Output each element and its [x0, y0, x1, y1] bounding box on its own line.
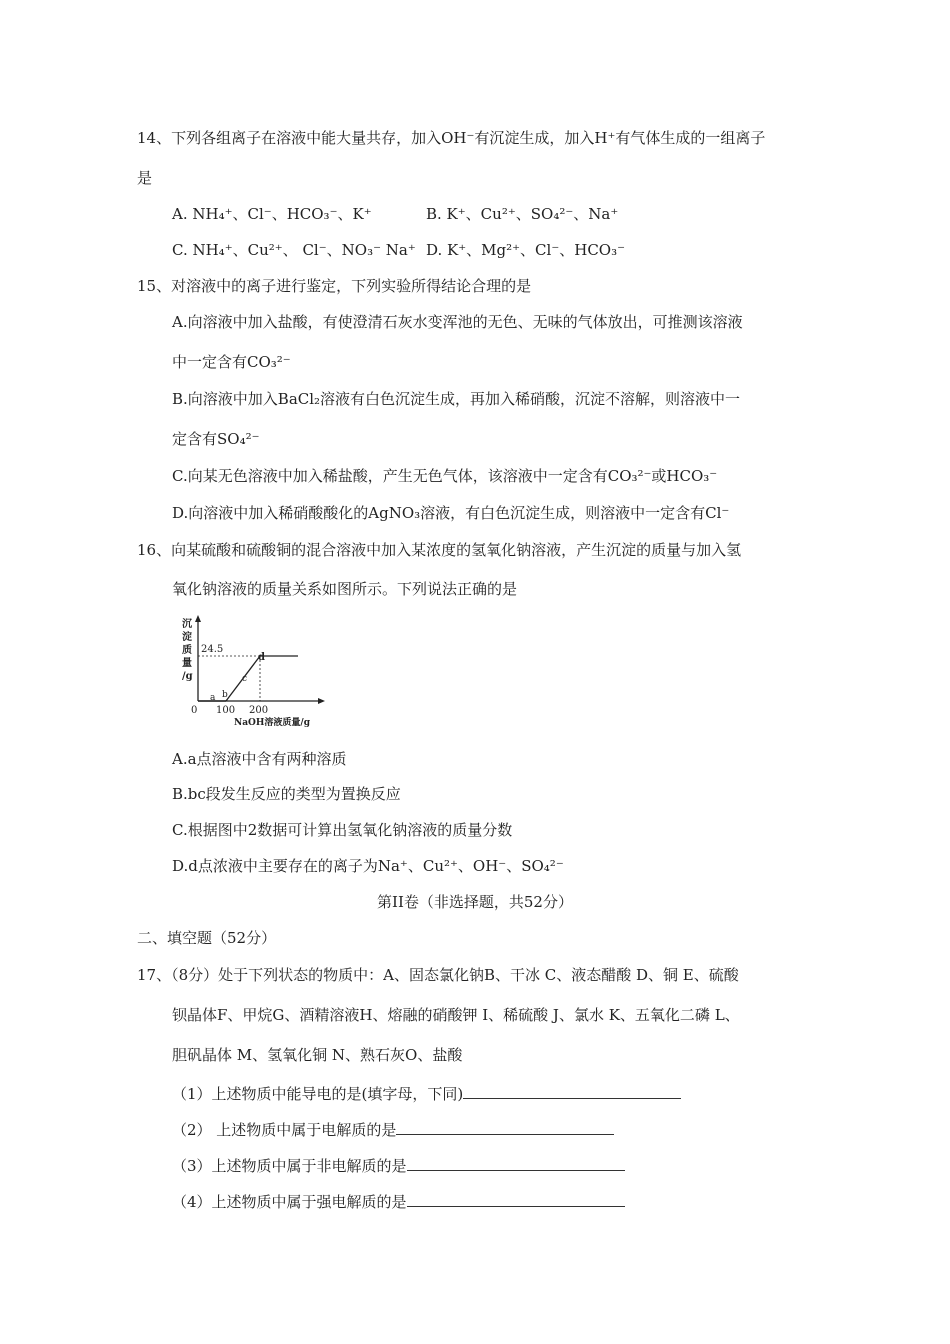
q17-stem-line-3: 胆矾晶体 M、氢氧化铜 N、熟石灰O、盐酸 [172, 1046, 463, 1064]
point-c-label: c [242, 674, 248, 684]
q15-option-c: C.向某无色溶液中加入稀盐酸，产生无色气体，该溶液中一定含有CO₃²⁻或HCO₃⁻ [172, 467, 718, 485]
y-axis-label-char-3: 质 [182, 645, 192, 656]
q15-option-a-line-2: 中一定含有CO₃²⁻ [172, 353, 291, 371]
y-tick-24-5: 24.5 [201, 644, 224, 655]
q16-option-a: A.a点溶液中含有两种溶质 [172, 750, 347, 768]
q17-sub-question-3-text: （3）上述物质中属于非电解质的是 [172, 1157, 407, 1175]
x-axis-arrow [318, 698, 325, 704]
q14-option-d: D. K⁺、Mg²⁺、Cl⁻、HCO₃⁻ [426, 241, 626, 259]
section-title: 第II卷（非选择题，共52分） [377, 893, 573, 911]
q14-option-a: A. NH₄⁺、Cl⁻、HCO₃⁻、K⁺ [172, 205, 372, 223]
q17-sub-question-2 [172, 1120, 614, 1140]
q16-option-d: D.d点浓液中主要存在的离子为Na⁺、Cu²⁺、OH⁻、SO₄²⁻ [172, 857, 564, 875]
answer-blank-1[interactable] [463, 1084, 681, 1099]
q17-sub-question-1-text: （1）上述物质中能导电的是(填字母，下同) [172, 1085, 464, 1103]
y-axis-arrow [195, 615, 201, 622]
x-axis-label: NaOH溶液质量/g [234, 718, 310, 728]
part-2-header: 二、填空题（52分） [137, 929, 277, 947]
q14-option-b: B. K⁺、Cu²⁺、SO₄²⁻、Na⁺ [426, 205, 619, 223]
q15-option-d: D.向溶液中加入稀硝酸酸化的AgNO₃溶液，有白色沉淀生成，则溶液中一定含有Cl⁻ [172, 504, 730, 522]
point-b-label: b [222, 690, 228, 700]
x-tick-200: 200 [249, 705, 269, 716]
q14-option-c: C. NH₄⁺、Cu²⁺、 Cl⁻、NO₃⁻ Na⁺ [172, 241, 416, 259]
precipitate-mass-graph [178, 615, 338, 730]
y-axis-label-char-4: 量 [182, 658, 192, 669]
answer-blank-3[interactable] [407, 1156, 625, 1171]
q16-option-b: B.bc段发生反应的类型为置换反应 [172, 785, 401, 803]
q15-option-a-line-1: A.向溶液中加入盐酸，有使澄清石灰水变浑池的无色、无味的气体放出，可推测该溶液 [172, 313, 743, 331]
q17-stem-line-1: 17、（8分）处于下列状态的物质中：A、固态氯化钠B、干冰 C、液态醋酸 D、铜 E、硫酸 [137, 966, 739, 984]
point-a-label: a [210, 693, 216, 703]
y-axis-label-char-1: 沉 [182, 619, 192, 630]
answer-blank-2[interactable] [396, 1120, 614, 1135]
q16-stem-line-2: 氧化钠溶液的质量关系如图所示。下列说法正确的是 [172, 580, 518, 598]
y-axis-label-char-2: 淀 [182, 632, 192, 643]
q15-option-b-line-1: B.向溶液中加入BaCl₂溶液有白色沉淀生成，再加入稀硝酸，沉淀不溶解，则溶液中一 [172, 390, 741, 408]
q17-sub-question-4-text: （4）上述物质中属于强电解质的是 [172, 1193, 407, 1211]
origin-label: 0 [191, 705, 198, 716]
q17-sub-question-2-text: （2） 上述物质中属于电解质的是 [172, 1121, 397, 1139]
q14-stem-line-1: 14、下列各组离子在溶液中能大量共存，加入OH⁻有沉淀生成，加入H⁺有气体生成的一组离子 [137, 129, 766, 147]
q17-sub-question-4 [172, 1192, 625, 1212]
q14-stem-line-2: 是 [137, 169, 153, 187]
q15-option-b-line-2: 定含有SO₄²⁻ [172, 430, 260, 448]
q16-option-c: C.根据图中2数据可计算出氢氧化钠溶液的质量分数 [172, 821, 513, 839]
answer-blank-4[interactable] [407, 1192, 625, 1207]
q15-stem: 15、对溶液中的离子进行鉴定，下列实验所得结论合理的是 [137, 277, 532, 295]
q17-sub-question-3 [172, 1156, 625, 1176]
x-tick-100: 100 [216, 705, 236, 716]
y-axis-label-char-5: /g [182, 671, 193, 682]
q17-stem-line-2: 钡晶体F、甲烷G、酒精溶液H、熔融的硝酸钾 I、稀硫酸 J、氯水 K、五氧化二磷 L、 [172, 1006, 740, 1024]
q17-sub-question-1 [172, 1084, 681, 1104]
q16-stem-line-1: 16、向某硫酸和硫酸铜的混合溶液中加入某浓度的氢氧化钠溶液，产生沉淀的质量与加入氢 [137, 541, 742, 559]
point-d-label: d [258, 652, 265, 663]
